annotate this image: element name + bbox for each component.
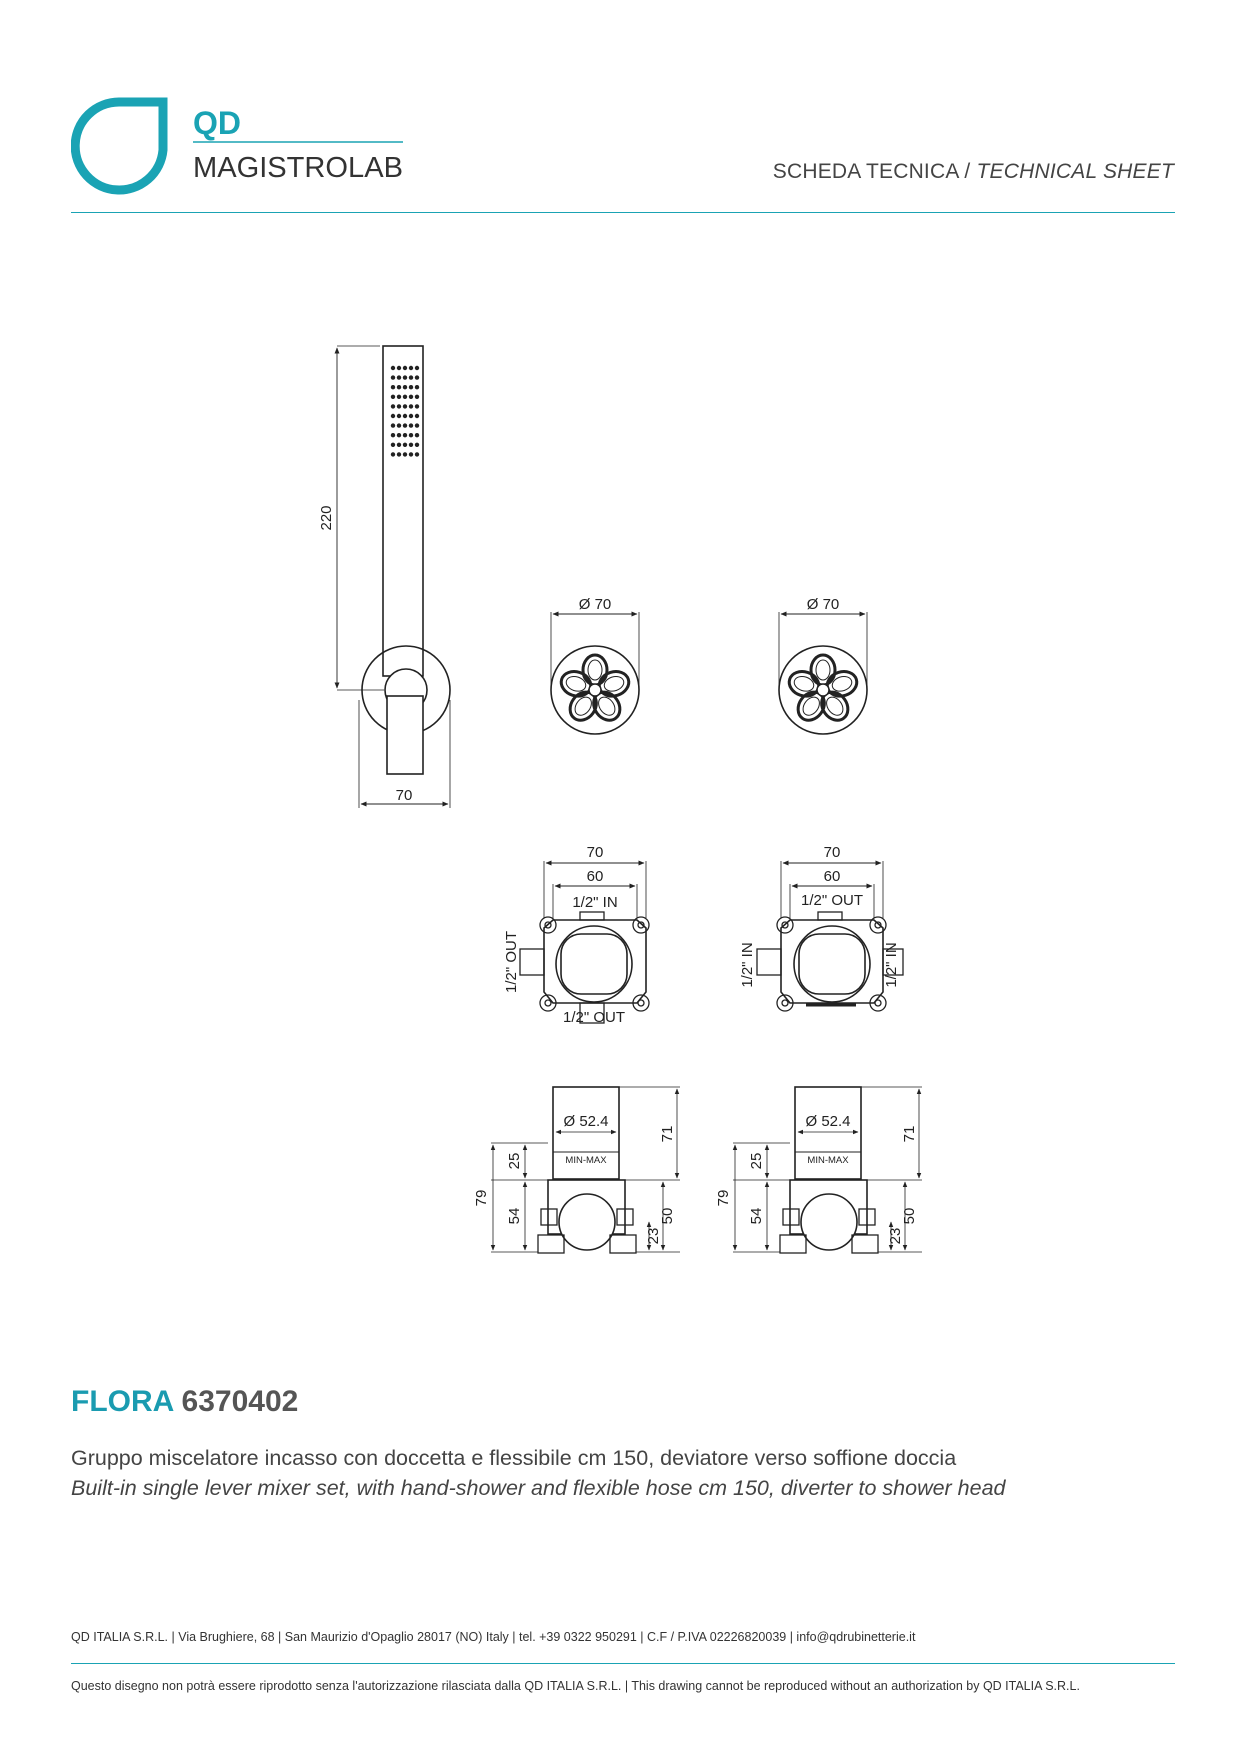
body-b-right-label: 1/2" IN <box>883 942 900 988</box>
body-a-drawing <box>503 844 649 1026</box>
body-b-dim-60: 60 <box>823 868 841 885</box>
product-title <box>71 1385 298 1419</box>
body-a-dim-60: 60 <box>586 868 604 885</box>
side-a-dim-79: 79 <box>473 1189 490 1207</box>
dim-220: 220 <box>318 505 335 531</box>
product-description-en: Built-in single lever mixer set, with hand-shower and flexible hose cm 150, diverter to shower head <box>71 1476 1006 1500</box>
footer-address: QD ITALIA S.R.L. | Via Brughiere, 68 | San Maurizio d'Opaglio 28017 (NO) Italy | tel. +39 0322 950291 | C.F / P.IVA 02226820039 | info@qdrubinetterie.it <box>71 1630 916 1644</box>
side-b-dim-50: 50 <box>901 1207 918 1225</box>
side-b-dim-23: 23 <box>887 1227 904 1245</box>
body-b-drawing <box>739 844 903 1011</box>
logo-brand-top: QD <box>193 105 241 141</box>
plate-a-drawing <box>551 646 639 734</box>
body-b-left-label: 1/2" IN <box>739 942 756 988</box>
sheet-label-it: SCHEDA TECNICA <box>772 160 959 183</box>
plate-b-drawing <box>779 646 867 734</box>
dim-d70-a: Ø 70 <box>578 596 612 613</box>
side-a-dim-25: 25 <box>506 1152 523 1170</box>
product-code: 6370402 <box>181 1385 299 1418</box>
spray-nozzles-icon <box>391 366 419 457</box>
logo-brand-bottom: MAGISTROLAB <box>193 152 403 184</box>
side-b-dim-79: 79 <box>715 1189 732 1207</box>
body-a-top-label: 1/2" IN <box>572 894 618 911</box>
footer-rule <box>71 1663 1175 1664</box>
product-description-it: Gruppo miscelatore incasso con doccetta e flessibile cm 150, deviatore verso soffione doccia <box>71 1446 957 1470</box>
side-a-dim-50: 50 <box>659 1207 676 1225</box>
sheet-label-sep: / <box>958 160 977 183</box>
side-a-diameter: Ø 52.4 <box>563 1113 609 1130</box>
body-a-left-label: 1/2" OUT <box>503 930 520 994</box>
side-a-minmax: MIN-MAX <box>565 1155 607 1166</box>
dim-d70-b: Ø 70 <box>806 596 840 613</box>
body-a-dim-70: 70 <box>586 844 604 861</box>
side-b-dim-54: 54 <box>748 1207 765 1225</box>
side-a-dim-71: 71 <box>659 1125 676 1143</box>
body-b-dim-70: 70 <box>823 844 841 861</box>
hand-shower-drawing <box>318 346 450 808</box>
holder-bar <box>387 696 423 774</box>
side-a-dim-23: 23 <box>645 1227 662 1245</box>
footer-disclaimer: Questo disegno non potrà essere riprodotto senza l'autorizzazione rilasciata dalla QD ITALIA S.R.L. | This drawing cannot be reproduced without an authorization by QD ITALIA S.R.L. <box>71 1679 1080 1693</box>
sheet-label-en: TECHNICAL SHEET <box>976 160 1174 183</box>
side-b-minmax: MIN-MAX <box>807 1155 849 1166</box>
side-b-dim-25: 25 <box>748 1152 765 1170</box>
dim-70-shower: 70 <box>395 787 413 804</box>
body-a-bottom-label: 1/2" OUT <box>562 1009 626 1026</box>
side-a-dim-54: 54 <box>506 1207 523 1225</box>
product-name: FLORA <box>71 1385 174 1418</box>
body-b-top-label: 1/2" OUT <box>800 892 864 909</box>
side-b-diameter: Ø 52.4 <box>805 1113 851 1130</box>
side-b-dim-71: 71 <box>901 1125 918 1143</box>
